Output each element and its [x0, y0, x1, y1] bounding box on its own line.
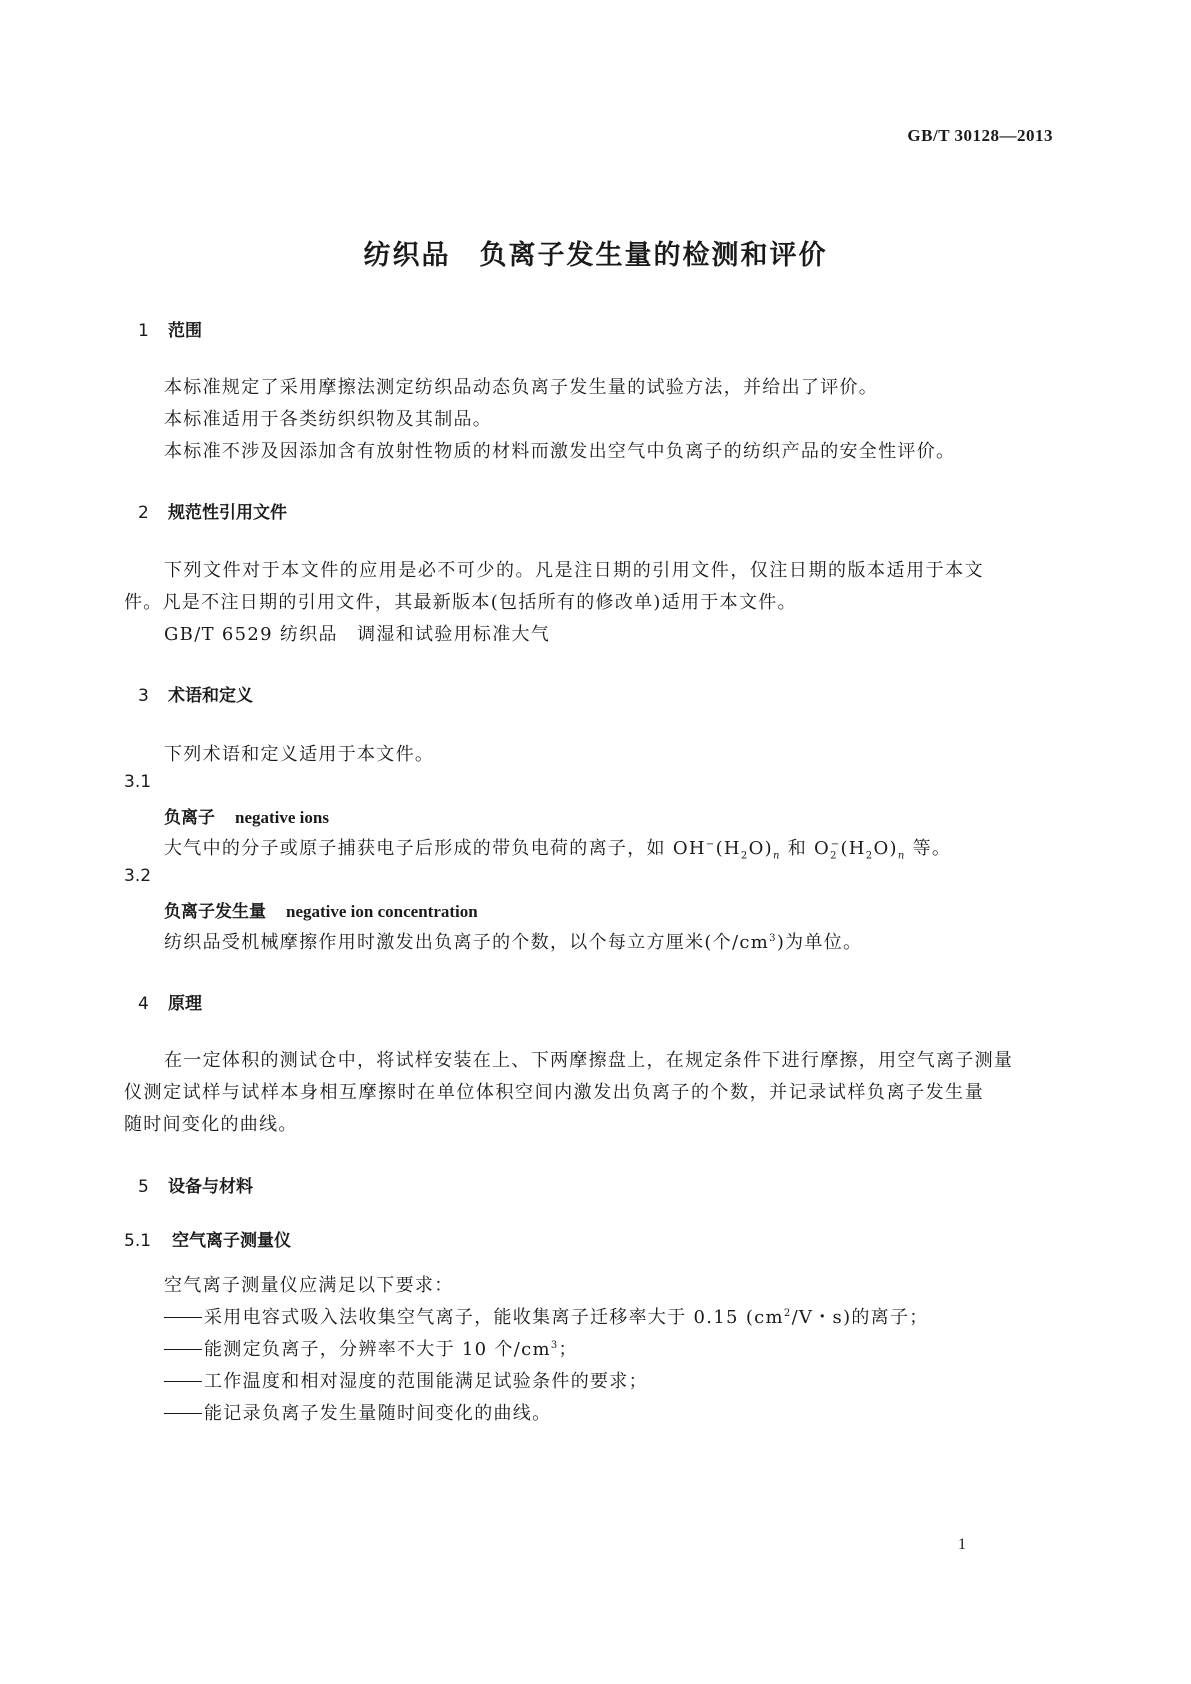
- requirement-item-1: [164, 1303, 929, 1329]
- item-text: 工作温度和相对湿度的范围能满足试验条件的要求；: [204, 1371, 648, 1392]
- section-5-heading: [138, 1172, 253, 1197]
- definition-text: O): [748, 838, 773, 859]
- subscript: n: [772, 850, 781, 862]
- requirement-item-3: [164, 1367, 648, 1393]
- item-text: /V・s)的离子；: [791, 1307, 929, 1328]
- scope-paragraph-2: 本标准适用于各类纺织织物及其制品。: [164, 409, 493, 430]
- subscript: 2: [830, 850, 838, 862]
- document-title: 纺织品 负离子发生量的检测和评价: [363, 240, 828, 271]
- section-1-heading: [138, 316, 202, 341]
- equipment-intro: 空气离子测量仪应满足以下要求：: [164, 1275, 454, 1296]
- dash-mark: [164, 1317, 202, 1318]
- normative-line-2: 件。凡是不注日期的引用文件，其最新版本(包括所有的修改单)适用于本文件。: [124, 592, 797, 613]
- section-number: 4: [138, 994, 149, 1014]
- item-text: 采用电容式吸入法收集空气离子，能收集离子迁移率大于 0.15 (cm: [204, 1307, 784, 1328]
- term-3-1-heading: [164, 803, 329, 828]
- item-text: 能记录负离子发生量随时间变化的曲线。: [204, 1403, 552, 1424]
- section-3-heading: [138, 681, 253, 706]
- requirement-item-4: [164, 1399, 551, 1425]
- section-number: 2: [138, 503, 149, 523]
- standard-code: GB/T 30128—2013: [907, 126, 1053, 145]
- section-4-heading: [138, 989, 202, 1014]
- section-title: 设备与材料: [168, 1177, 253, 1197]
- superscript: −: [830, 839, 841, 850]
- definition-text: O): [873, 838, 898, 859]
- term-en: negative ions: [235, 808, 329, 827]
- superscript: −: [705, 839, 716, 850]
- section-number: 5: [138, 1177, 149, 1197]
- definition-text: )为单位。: [776, 932, 863, 953]
- definition-text: (H: [840, 838, 866, 859]
- section-number: 3: [138, 686, 149, 706]
- dash-mark: [164, 1413, 202, 1414]
- term-zh: 负离子发生量: [164, 902, 266, 922]
- principle-line-3: 随时间变化的曲线。: [124, 1114, 298, 1135]
- subsection-5-1-heading: [124, 1226, 291, 1251]
- subscript: n: [897, 850, 906, 862]
- superscript: 2: [783, 1308, 792, 1319]
- principle-line-2: 仪测定试样与试样本身相互摩擦时在单位体积空间内激发出负离子的个数，并记录试样负离子发生量: [124, 1082, 984, 1103]
- subsection-number: 5.1: [124, 1231, 152, 1251]
- section-number: 1: [138, 321, 149, 341]
- dash-mark: [164, 1381, 202, 1382]
- scope-paragraph-3: 本标准不涉及因添加含有放射性物质的材料而激发出空气中负离子的纺织产品的安全性评价。: [164, 441, 956, 462]
- term-3-2-definition: [164, 928, 862, 954]
- term-3-2-heading: [164, 897, 478, 922]
- subscript: 2: [865, 850, 874, 862]
- scope-paragraph-1: 本标准规定了采用摩擦法测定纺织品动态负离子发生量的试验方法，并给出了评价。: [164, 377, 879, 398]
- term-3-2-number: 3.2: [124, 866, 152, 886]
- superscript: 3: [550, 1340, 559, 1351]
- requirement-item-2: [164, 1335, 578, 1361]
- terms-intro: 下列术语和定义适用于本文件。: [164, 744, 435, 765]
- normative-line-1: 下列文件对于本文件的应用是必不可少的。凡是注日期的引用文件，仅注日期的版本适用于本文: [164, 560, 984, 581]
- definition-text: (H: [715, 838, 741, 859]
- subscript: 2: [740, 850, 749, 862]
- definition-text: 等。: [905, 838, 952, 859]
- term-3-1-number: 3.1: [124, 772, 152, 792]
- superscript: 3: [769, 933, 777, 944]
- section-2-heading: [138, 498, 287, 523]
- term-zh: 负离子: [164, 808, 215, 828]
- section-title: 原理: [168, 994, 202, 1014]
- definition-text: 和 O: [780, 838, 831, 859]
- page-number: 1: [958, 1536, 966, 1553]
- section-title: 规范性引用文件: [168, 503, 287, 523]
- normative-reference: GB/T 6529 纺织品 调湿和试验用标准大气: [164, 624, 551, 645]
- item-text: 能测定负离子，分辨率不大于 10 个/cm: [204, 1339, 551, 1360]
- definition-text: 纺织品受机械摩擦作用时激发出负离子的个数，以个每立方厘米(个/cm: [164, 932, 770, 953]
- item-text: ；: [558, 1339, 578, 1360]
- subsection-title: 空气离子测量仪: [172, 1231, 291, 1251]
- term-3-1-definition: [164, 834, 951, 862]
- section-title: 范围: [168, 321, 202, 341]
- definition-text: 大气中的分子或原子捕获电子后形成的带负电荷的离子，如 OH: [164, 838, 706, 859]
- dash-mark: [164, 1349, 202, 1350]
- principle-line-1: 在一定体积的测试仓中，将试样安装在上、下两摩擦盘上，在规定条件下进行摩擦，用空气离子测量: [164, 1050, 1014, 1071]
- section-title: 术语和定义: [168, 686, 253, 706]
- term-en: negative ion concentration: [286, 902, 478, 921]
